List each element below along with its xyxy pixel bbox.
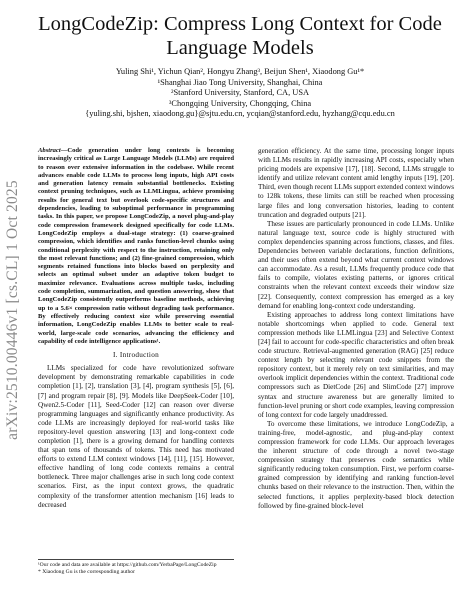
left-column: [38, 147, 234, 510]
right-paragraph-2: These issues are particularly pronounced in code LLMs. Unlike natural language text, source code is highly structured with complex dependencies spanning across functions, classes, and files. Dependencies between variable declarations, function definitions, and their uses often extend beyond what current context windows can accommodate. As a result, LLMs frequently produce code that fails to compile, violates existing patterns, or ignores critical constraints when the relevant context exceeds their window size [22]. Consequently, context compression has emerged as a key demand for enabling long-context code understanding.: [258, 219, 454, 310]
arxiv-identifier: arXiv:2510.00446v1 [cs.CL] 1 Oct 2025: [4, 180, 21, 440]
affiliation-3: ³Chongqing University, Chongqing, China: [168, 98, 312, 108]
footnote-code-link: ¹Our code and data are available at https://github.com/YerbaPage/LongCodeZip: [38, 562, 217, 568]
abstract-text: —Code generation under long contexts is becoming increasingly critical as Large Language Models (LLMs) are required to reason over extensive information in the codebase. While recent advances enable code LLMs to process long inputs, high API costs and generation latency remain substantial bottlenecks. Existing context pruning techniques, such as LLMLingua, achieve promising results for general text but overlook code-specific structures and dependencies, leading to suboptimal performance in programming tasks. In this paper, we propose LongCodeZip, a novel plug-and-play code compression framework designed specifically for code LLMs. LongCodeZip employs a dual-stage strategy: (1) coarse-grained compression, which identifies and ranks function-level chunks using conditional perplexity with respect to the instruction, retaining only the most relevant functions; and (2) fine-grained compression, which segments retained functions into blocks based on perplexity and selects an optimal subset under an adaptive token budget to maximize relevance. Evaluations across multiple tasks, including code completion, summarization, and question answering, show that LongCodeZip consistently outperforms baseline methods, achieving up to a 5.6× compression ratio without degrading task performance. By effectively reducing context size while preserving essential information, LongCodeZip enables LLMs to better scale to real-world, large-scale code scenarios, advancing the efficiency and capability of code intelligence applications¹.: [38, 147, 234, 345]
author-block: [30, 67, 450, 120]
abstract: [38, 147, 234, 346]
section-heading-introduction: I. Introduction: [112, 351, 160, 360]
right-paragraph-1: generation efficiency. At the same time, processing longer inputs with LLMs results in rapidly increasing API costs, especially when pricing models are expensive [17], [18]. Second, LLMs struggle to identify and utilize relevant content amid lengthy inputs [19], [20]. Third, even though recent LLMs support extended context windows to 128k tokens, these limits can still be reached when processing large files and long conversation histories, leading to content truncation and degraded outputs [21].: [258, 147, 454, 219]
right-column: [258, 147, 454, 511]
arxiv-identifier-sidebar: [2, 150, 24, 470]
footnotes: [38, 559, 234, 576]
paper-title: LongCodeZip: Compress Long Context for Code Language Models: [38, 13, 442, 59]
right-paragraph-4: To overcome these limitations, we introduce LongCodeZip, a training-free, model-agnostic, and plug-and-play context compression framework for code LLMs. Our approach leverages the inherent structure of code through a novel two-stage compression strategy that preserves code semantics while significantly reducing token consumption. First, we perform coarse-grained compression by identifying and ranking function-level chunks based on their relevance to the instruction. Then, within the selected functions, it applies perplexity-based block detection followed by fine-grained block-level: [258, 419, 454, 510]
footnote-corresponding-author: * Xiaodong Gu is the corresponding author: [38, 569, 135, 575]
affiliation-2: ²Stanford University, Stanford, CA, USA: [170, 88, 310, 98]
right-paragraph-3: Existing approaches to address long context limitations have notable shortcomings when applied to code. General text compression methods like LLMLingua [23] and Selective Context [24] fail to account for code-specific characteristics and often break code structure. Retrieval-augmented generation (RAG) [25] reduce context length by selecting relevant code snippets from the repository context, but it merely rely on text similarities, and may overlook implicit dependencies within the context. Traditional code compressors such as DietCode [26] and SlimCode [27] improve syntax and structure awareness but are generally limited to function-level pruning or short code examples, leaving compression of long context for code largely unaddressed.: [258, 310, 454, 419]
author-emails: {yuling.shi, bjshen, xiaodong.gu}@sjtu.edu.cn, ycqian@stanford.edu, hyzhang@cqu.edu.cn: [85, 109, 395, 119]
affiliation-1: ¹Shanghai Jiao Tong University, Shanghai, China: [157, 77, 323, 87]
author-names: Yuling Shi¹, Yichun Qian², Hongyu Zhang³, Beijun Shen¹, Xiaodong Gu¹*: [115, 67, 365, 76]
abstract-label: Abstract: [38, 147, 61, 154]
intro-paragraph-1: LLMs specialized for code have revolutionized software development by demonstrating remarkable capabilities in code completion [1], [2], translation [3], [4], program synthesis [5], [6], [7] and program repair [8], [9]. Models like DeepSeek-Coder [10], Qwen2.5-Coder [11], Seed-Coder [12] can reason over diverse programming languages and significantly enhance productivity. As code LLMs are increasingly deployed for real-world tasks like repository-level question answering [13] and long-context code completion [1], there is a growing demand for handling contexts that span tens of thousands of tokens. This need has motivated efforts to extend LLM context windows [14], [11], [15]. However, effective handling of long code contexts remains a central bottleneck. Three major challenges arise in such long code context scenarios. First, as the input context grows, the quadratic complexity of the transformer attention mechanism [16] leads to decreased: [38, 364, 234, 509]
